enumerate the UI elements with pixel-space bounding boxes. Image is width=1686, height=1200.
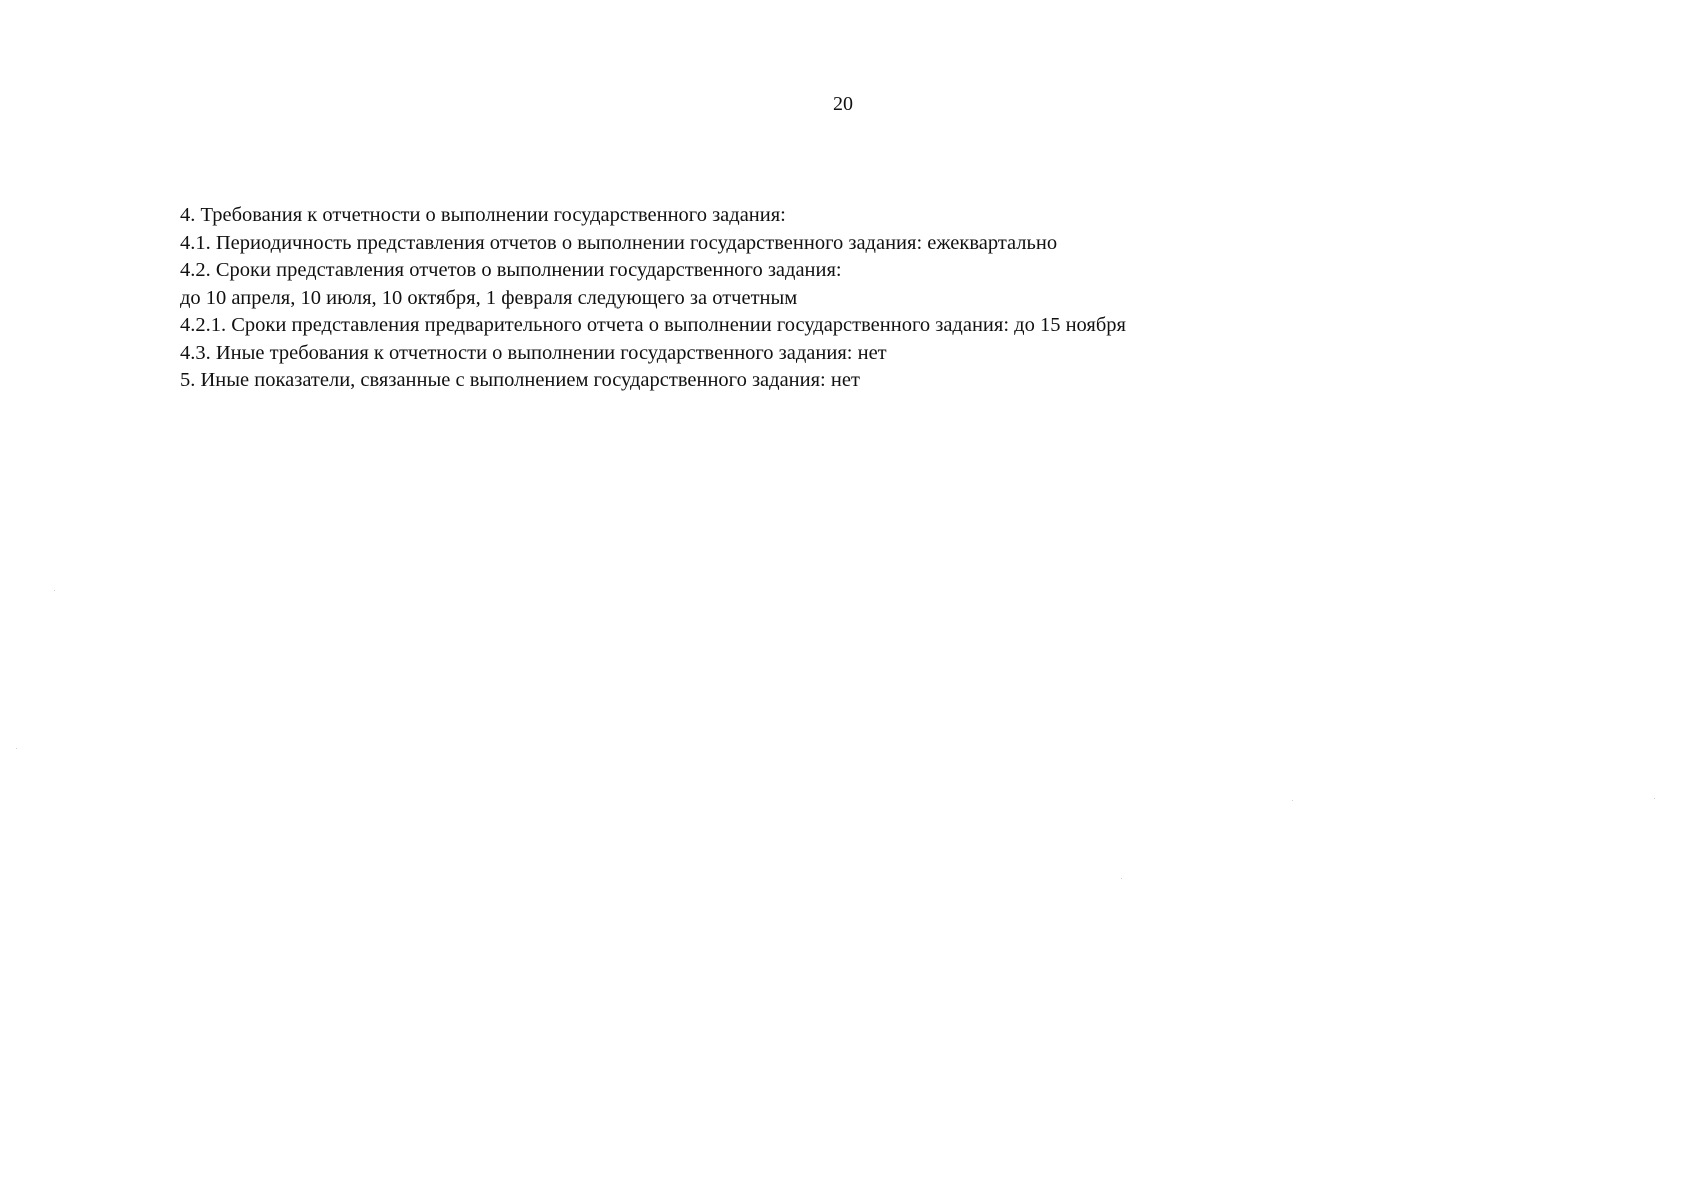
scan-speck — [1654, 798, 1655, 799]
section-4-2-deadlines: 4.2. Сроки представления отчетов о выполнении государственного задания: — [180, 259, 842, 281]
scan-speck — [54, 590, 55, 591]
page-number: 20 — [833, 93, 853, 115]
scan-speck — [1292, 800, 1293, 801]
section-4-heading: 4. Требования к отчетности о выполнении государственного задания: — [180, 204, 786, 226]
section-4-1-frequency: 4.1. Периодичность представления отчетов о выполнении государственного задания: ежеквартально — [180, 231, 1058, 254]
scan-speck — [16, 748, 17, 749]
document-body — [180, 202, 1580, 395]
section-4-2-1-preliminary-report: 4.2.1. Сроки представления предварительного отчета о выполнении государственного задания: до 15 ноября — [180, 314, 1126, 336]
section-4-3-other-requirements: 4.3. Иные требования к отчетности о выполнении государственного задания: нет — [180, 341, 887, 364]
scan-speck — [1121, 878, 1122, 879]
section-4-2-deadline-dates: до 10 апреля, 10 июля, 10 октября, 1 февраля следующего за отчетным — [180, 286, 798, 309]
section-5-other-indicators: 5. Иные показатели, связанные с выполнением государственного задания: нет — [180, 369, 860, 391]
